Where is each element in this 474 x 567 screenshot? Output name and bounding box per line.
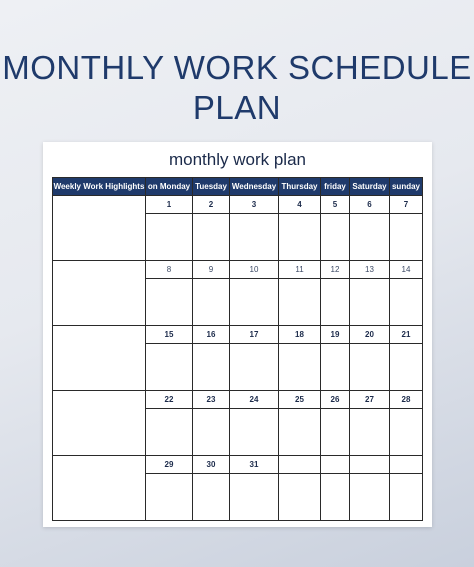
date-cell xyxy=(350,456,390,474)
day-note-cell[interactable] xyxy=(390,344,423,391)
header-saturday: Saturday xyxy=(350,178,390,196)
date-cell: 30 xyxy=(193,456,230,474)
date-cell: 21 xyxy=(390,326,423,344)
header-monday: on Monday xyxy=(146,178,193,196)
date-cell: 20 xyxy=(350,326,390,344)
date-cell: 31 xyxy=(230,456,279,474)
date-cell: 11 xyxy=(279,261,321,279)
day-note-cell[interactable] xyxy=(146,474,193,521)
week-date-row xyxy=(53,456,423,474)
day-note-cell[interactable] xyxy=(193,344,230,391)
date-cell: 14 xyxy=(390,261,423,279)
date-cell: 15 xyxy=(146,326,193,344)
date-cell: 17 xyxy=(230,326,279,344)
date-cell: 6 xyxy=(350,196,390,214)
header-thursday: Thursday xyxy=(279,178,321,196)
date-cell: 22 xyxy=(146,391,193,409)
date-cell: 7 xyxy=(390,196,423,214)
day-note-cell[interactable] xyxy=(350,409,390,456)
day-note-cell[interactable] xyxy=(230,344,279,391)
day-note-cell[interactable] xyxy=(279,214,321,261)
date-cell: 2 xyxy=(193,196,230,214)
page-title-line-2: PLAN xyxy=(192,89,282,126)
schedule-sheet xyxy=(43,142,432,527)
header-wednesday: Wednesday xyxy=(230,178,279,196)
day-note-cell[interactable] xyxy=(146,279,193,326)
day-note-cell[interactable] xyxy=(321,344,350,391)
date-cell: 24 xyxy=(230,391,279,409)
day-note-cell[interactable] xyxy=(350,474,390,521)
day-note-cell[interactable] xyxy=(390,279,423,326)
date-cell xyxy=(279,456,321,474)
header-friday: friday xyxy=(321,178,350,196)
header-weekly-highlights: Weekly Work Highlights xyxy=(53,178,146,196)
week-highlight-cell[interactable] xyxy=(53,196,146,261)
date-cell: 23 xyxy=(193,391,230,409)
day-note-cell[interactable] xyxy=(390,474,423,521)
week-date-row xyxy=(53,326,423,344)
day-note-cell[interactable] xyxy=(193,474,230,521)
date-cell: 13 xyxy=(350,261,390,279)
date-cell: 29 xyxy=(146,456,193,474)
day-note-cell[interactable] xyxy=(279,344,321,391)
date-cell: 12 xyxy=(321,261,350,279)
date-cell: 25 xyxy=(279,391,321,409)
day-note-cell[interactable] xyxy=(390,409,423,456)
date-cell: 26 xyxy=(321,391,350,409)
date-cell: 27 xyxy=(350,391,390,409)
header-tuesday: Tuesday xyxy=(193,178,230,196)
date-cell: 3 xyxy=(230,196,279,214)
day-note-cell[interactable] xyxy=(230,474,279,521)
date-cell: 9 xyxy=(193,261,230,279)
week-highlight-cell[interactable] xyxy=(53,391,146,456)
week-date-row xyxy=(53,261,423,279)
week-highlight-cell[interactable] xyxy=(53,326,146,391)
date-cell: 19 xyxy=(321,326,350,344)
header-row xyxy=(53,178,423,196)
day-note-cell[interactable] xyxy=(146,344,193,391)
week-highlight-cell[interactable] xyxy=(53,456,146,521)
date-cell: 1 xyxy=(146,196,193,214)
date-cell: 5 xyxy=(321,196,350,214)
page-title-line-1: MONTHLY WORK SCHEDULE xyxy=(2,49,472,86)
day-note-cell[interactable] xyxy=(321,279,350,326)
day-note-cell[interactable] xyxy=(230,214,279,261)
day-note-cell[interactable] xyxy=(321,409,350,456)
day-note-cell[interactable] xyxy=(279,474,321,521)
day-note-cell[interactable] xyxy=(350,279,390,326)
day-note-cell[interactable] xyxy=(279,409,321,456)
calendar-body xyxy=(53,196,423,521)
date-cell: 18 xyxy=(279,326,321,344)
date-cell xyxy=(390,456,423,474)
day-note-cell[interactable] xyxy=(193,279,230,326)
week-date-row xyxy=(53,391,423,409)
week-highlight-cell[interactable] xyxy=(53,261,146,326)
header-sunday: sunday xyxy=(390,178,423,196)
week-date-row xyxy=(53,196,423,214)
day-note-cell[interactable] xyxy=(193,409,230,456)
day-note-cell[interactable] xyxy=(193,214,230,261)
calendar-table xyxy=(52,177,423,521)
date-cell: 8 xyxy=(146,261,193,279)
day-note-cell[interactable] xyxy=(321,214,350,261)
day-note-cell[interactable] xyxy=(146,409,193,456)
date-cell: 10 xyxy=(230,261,279,279)
date-cell: 4 xyxy=(279,196,321,214)
day-note-cell[interactable] xyxy=(279,279,321,326)
day-note-cell[interactable] xyxy=(146,214,193,261)
day-note-cell[interactable] xyxy=(390,214,423,261)
day-note-cell[interactable] xyxy=(230,409,279,456)
day-note-cell[interactable] xyxy=(350,214,390,261)
page-title xyxy=(0,48,474,128)
sheet-title: monthly work plan xyxy=(168,150,306,169)
day-note-cell[interactable] xyxy=(321,474,350,521)
day-note-cell[interactable] xyxy=(350,344,390,391)
date-cell: 16 xyxy=(193,326,230,344)
date-cell xyxy=(321,456,350,474)
day-note-cell[interactable] xyxy=(230,279,279,326)
date-cell: 28 xyxy=(390,391,423,409)
